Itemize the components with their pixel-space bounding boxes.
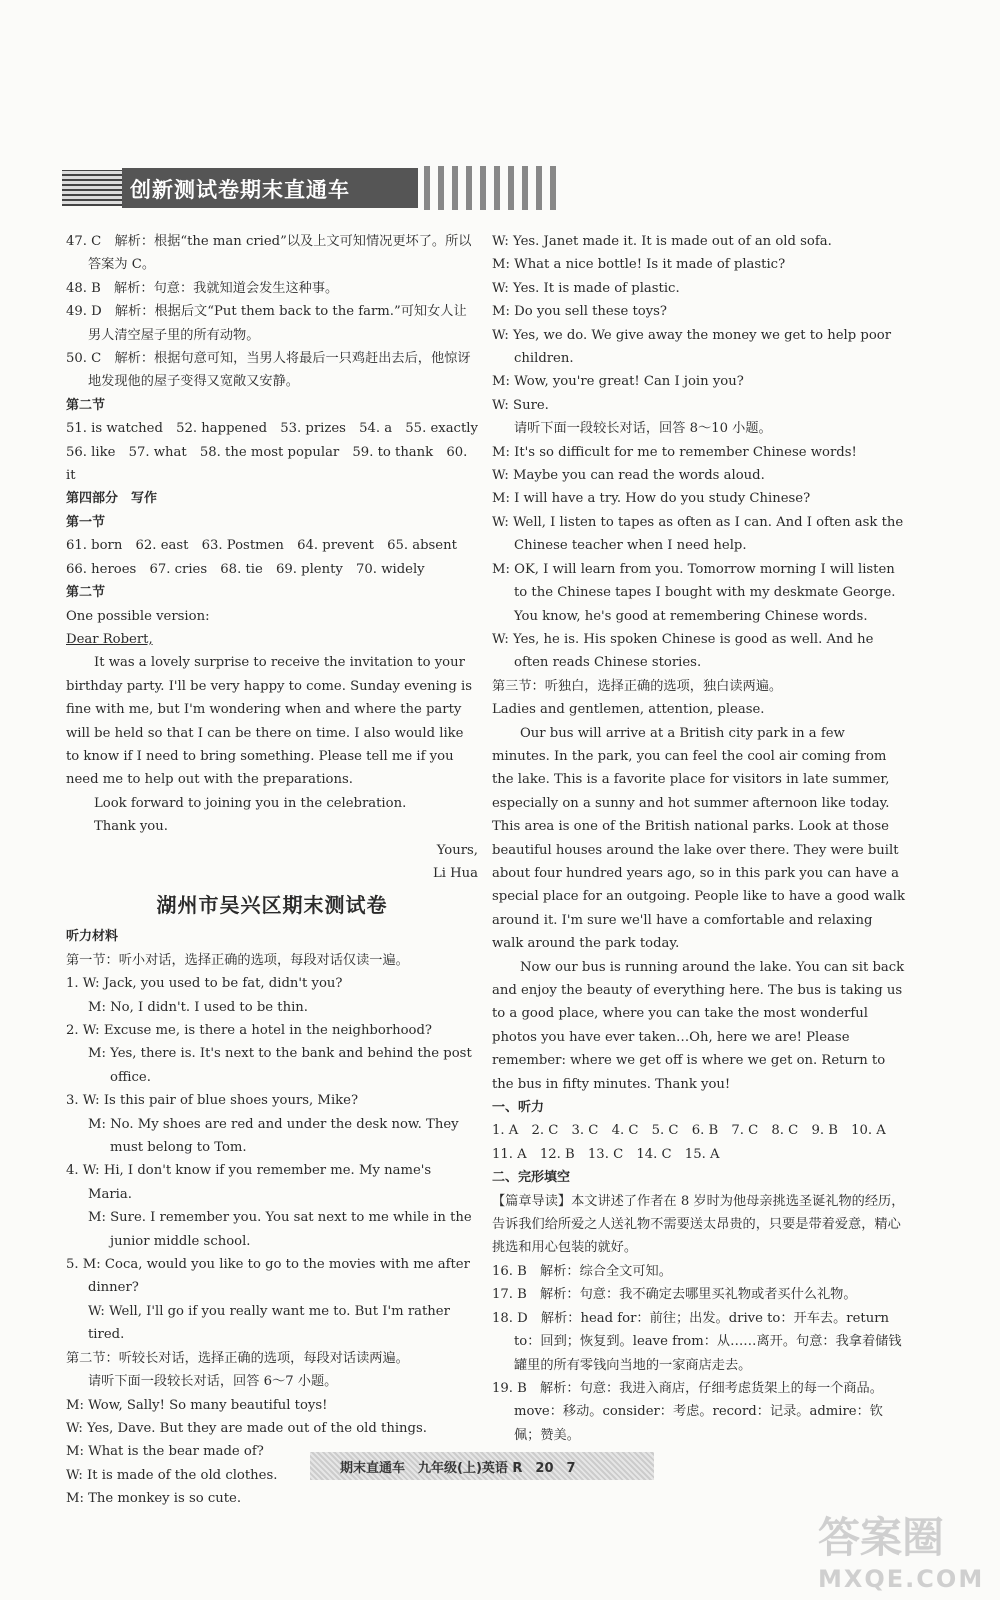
watermark-logo: [818, 1505, 985, 1595]
dialogue-line: M: Sure. I remember you. You sat next to me while in the junior middle school.: [88, 1210, 472, 1249]
version-label: One possible version:: [66, 608, 210, 624]
letter-closing: Yours,: [436, 842, 478, 858]
dialogue-line: M: It's so difficult for me to remember Chinese words!: [492, 444, 857, 460]
dialogue-line: 2. W: Excuse me, is there a hotel in the neighborhood?: [66, 1023, 433, 1038]
footer-text: 期末直通车 九年级(上)英语 R 20 7: [340, 1461, 576, 1476]
dialogue-line: M: No, I didn't. I used to be thin.: [88, 999, 308, 1015]
answer-18: 18. D 解析：head for：前往；出发。drive to：开车去。return to：回到；恢复到。leave from：从……离开。句意：我拿着储钱罐里的所有零钱向当地的一家商店走去。: [492, 1310, 902, 1373]
answer-19: 19. B 解析：句意：我进入商店，仔细考虑货架上的每一个商品。move：移动。consider：考虑。record：记录。admire：钦佩；赞美。: [492, 1380, 883, 1443]
listening-title: 听力材料: [66, 929, 119, 945]
dialogue-line: M: What a nice bottle! Is it made of plastic?: [492, 257, 786, 273]
answer-50: 50. C 解析：根据句意可知，当男人将最后一只鸡赶出去后，他惊讶地发现他的屋子变得又宽敞又安静。: [66, 351, 471, 390]
answer-17: 17. B 解析：句意：我不确定去哪里买礼物或者买什么礼物。: [492, 1287, 857, 1303]
dialogue-line: 5. M: Coca, would you like to go to the movies with me after dinner?: [66, 1257, 470, 1296]
section-instruction: 第三节：听独白，选择正确的选项，独白读两遍。: [492, 678, 783, 694]
dialogue-line: M: What is the bear made of?: [66, 1444, 264, 1460]
answer-line: 66. heroes 67. cries 68. tie 69. plenty 70. widely: [66, 561, 425, 577]
section-heading: 第二节: [66, 397, 106, 413]
letter-paragraph: Look forward to joining you in the celebration.: [94, 795, 407, 811]
section-instruction: 第一节：听小对话，选择正确的选项，每段对话仅读一遍。: [66, 952, 409, 968]
monologue-paragraph: Now our bus is running around the lake. You can sit back and enjoy the beauty of everything here. The bus is taking us to a good place, where you can take the most wonderful photos you have ever taken…Oh, here we are! Please remember: where we get off is where we get on. Return to the bus in fifty minutes. Thank you!: [492, 959, 905, 1092]
section-heading: 二、完形填空: [492, 1170, 571, 1186]
dialogue-line: W: Yes. It is made of plastic.: [492, 280, 680, 296]
page-footer: [310, 1452, 654, 1480]
part-heading: 第四部分 写作: [66, 491, 158, 507]
answer-line: 1. A 2. C 3. C 4. C 5. C 6. B 7. C 8. C 9. B 10. A: [492, 1123, 886, 1139]
sub-instruction: 请听下面一段较长对话，回答 6～7 小题。: [88, 1374, 338, 1390]
answer-49: 49. D 解析：根据后文“Put them back to the farm.”可知女人让男人清空屋子里的所有动物。: [66, 304, 467, 343]
dialogue-line: W: Yes, he is. His spoken Chinese is good as well. And he often reads Chinese stories.: [492, 631, 874, 671]
letter-signature: Li Hua: [432, 865, 478, 881]
letter-greeting: Dear Robert,: [66, 631, 153, 647]
dialogue-line: 3. W: Is this pair of blue shoes yours, Mike?: [66, 1093, 359, 1109]
section-instruction: 第二节：听较长对话，选择正确的选项，每段对话读两遍。: [66, 1350, 409, 1366]
dialogue-line: 1. W: Jack, you used to be fat, didn't you?: [66, 976, 343, 992]
dialogue-line: M: No. My shoes are red and under the desk now. They must belong to Tom.: [88, 1116, 459, 1156]
right-column: [492, 230, 906, 1447]
answer-line: 61. born 62. east 63. Postmen 64. prevent 65. absent: [66, 538, 457, 554]
dialogue-line: M: The monkey is so cute.: [66, 1491, 242, 1507]
dialogue-line: M: Yes, there is. It's next to the bank and behind the post office.: [88, 1046, 472, 1085]
dialogue-line: M: Wow, Sally! So many beautiful toys!: [66, 1397, 328, 1413]
dialogue-line: M: Wow, you're great! Can I join you?: [492, 374, 744, 390]
letter-paragraph: Thank you.: [94, 819, 168, 835]
answer-line: 11. A 12. B 13. C 14. C 15. A: [492, 1146, 720, 1162]
exam-title: 湖州市吴兴区期末测试卷: [156, 893, 388, 918]
banner-stripes-right: [424, 166, 562, 210]
answer-16: 16. B 解析：综合全文可知。: [492, 1263, 672, 1279]
answer-line: 56. like 57. what 58. the most popular 59. to thank 60. it: [66, 444, 468, 484]
dialogue-line: W: Well, I'll go if you really want me to. But I'm rather tired.: [88, 1303, 450, 1343]
dialogue-line: W: Maybe you can read the words aloud.: [492, 468, 765, 484]
dialogue-line: W: Well, I listen to tapes as often as I can. And I often ask the Chinese teacher when I need help.: [492, 514, 904, 554]
dialogue-line: W: It is made of the old clothes.: [66, 1467, 278, 1483]
passage-guide: 【篇章导读】本文讲述了作者在 8 岁时为他母亲挑选圣诞礼物的经历，告诉我们给所爱之人送礼物不需要送太昂贵的，只要是带着爱意，精心挑选和用心包装的就好。: [492, 1193, 905, 1256]
left-column: [66, 230, 478, 1511]
section-heading: 一、听力: [492, 1100, 545, 1116]
dialogue-line: 4. W: Hi, I don't know if you remember me. My name's Maria.: [66, 1163, 432, 1202]
section-banner: [62, 162, 502, 212]
section-heading: 第一节: [66, 514, 106, 530]
answer-47: 47. C 解析：根据“the man cried”以及上文可知情况更坏了。所以答案为 C。: [66, 234, 472, 273]
section-heading: 第二节: [66, 585, 106, 601]
dialogue-line: M: OK, I will learn from you. Tomorrow morning I will listen to the Chinese tapes I bought with my deskmate George. You know, he's good at remembering Chinese words.: [492, 561, 896, 624]
dialogue-line: M: Do you sell these toys?: [492, 304, 668, 320]
dialogue-line: W: Sure.: [492, 397, 549, 413]
sub-instruction: 请听下面一段较长对话，回答 8～10 小题。: [514, 421, 772, 437]
answer-line: 51. is watched 52. happened 53. prizes 54. a 55. exactly: [66, 421, 478, 437]
dialogue-line: W: Yes, we do. We give away the money we get to help poor children.: [492, 327, 892, 367]
banner-title: 创新测试卷期末直通车: [130, 178, 350, 202]
watermark-text: 答案圈: [818, 1513, 945, 1562]
letter-paragraph: It was a lovely surprise to receive the invitation to your birthday party. I'll be very happy to come. Sunday evening is fine with me, but I'm wondering when and where the party will be held so that I can be there on time. I also would like to know if I need to bring something. Please tell me if you need me to help out with the preparations.: [66, 655, 472, 788]
dialogue-line: W: Yes. Janet made it. It is made out of an old sofa.: [492, 234, 832, 249]
dialogue-line: W: Yes, Dave. But they are made out of the old things.: [66, 1420, 427, 1436]
monologue-paragraph: Our bus will arrive at a British city park in a few minutes. In the park, you can feel the cool air coming from the lake. This is a favorite place for visitors in late summer, especially on a sunny and hot summer afternoon like today. This area is one of the British national parks. Look at those beautiful houses around the lake over there. They were built about four hundred years ago, so in this park you can have a special place for an outgoing. People like to have a good walk around it. I'm sure we'll have a comfortable and relaxing walk around the park today.: [492, 725, 906, 952]
monologue-opening: Ladies and gentlemen, attention, please.: [492, 702, 765, 718]
watermark-url: MXQE.COM: [818, 1565, 985, 1593]
dialogue-line: M: I will have a try. How do you study Chinese?: [492, 491, 811, 507]
banner-stripes-left: [62, 170, 122, 206]
answer-48: 48. B 解析：句意：我就知道会发生这种事。: [66, 280, 339, 296]
